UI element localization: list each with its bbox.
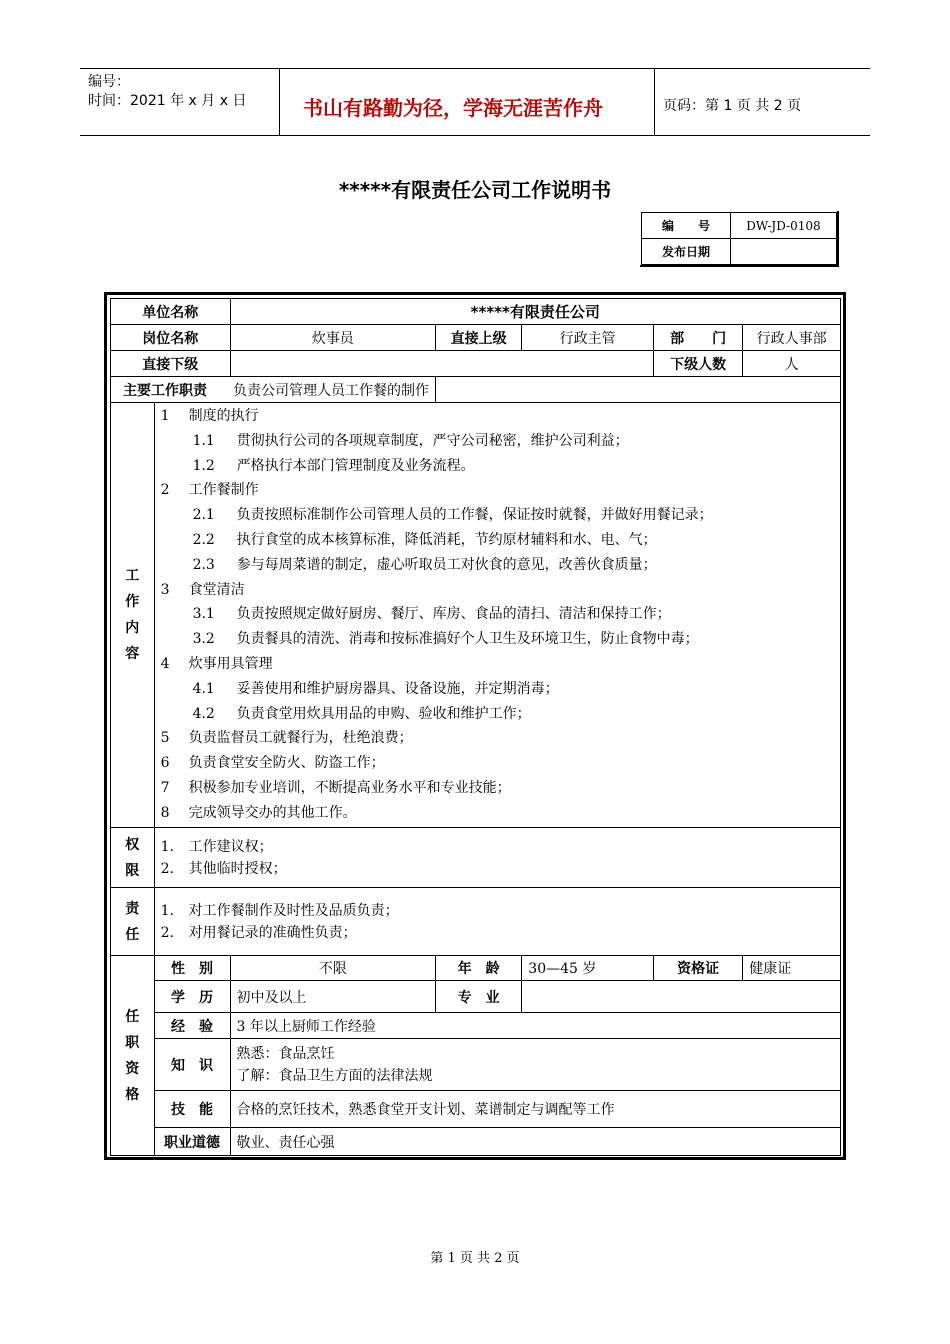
content-line-text: 执行食堂的成本核算标准，降低消耗，节约原材辅料和水、电、气； <box>236 531 657 548</box>
content-line-text: 完成领导交办的其他工作。 <box>188 804 357 821</box>
authority-block <box>154 828 840 888</box>
unit-label: 单位名称 <box>111 299 231 325</box>
content-line-text: 工作餐制作 <box>188 482 259 499</box>
unit-value: *****有限责任公司 <box>230 299 840 325</box>
dept-value: 行政人事部 <box>743 325 841 351</box>
dept-label: 部 门 <box>653 325 742 351</box>
content-line <box>161 578 834 603</box>
know-line-1: 熟悉：食品烹饪 <box>236 1045 335 1062</box>
content-line <box>161 652 834 677</box>
ethics-label: 职业道德 <box>154 1128 230 1156</box>
responsibility-line <box>161 900 834 922</box>
content-line-number: 4.1 <box>192 680 215 697</box>
content-line <box>161 751 834 776</box>
sub-count-value: 人 <box>743 351 841 377</box>
page-footer: 第 1 页 共 2 页 <box>430 1251 520 1266</box>
position-value: 炊事员 <box>230 325 435 351</box>
document-title: *****有限责任公司工作说明书 <box>338 178 612 202</box>
header-page-label: 页码：第 1 页 共 2 页 <box>663 98 802 114</box>
content-line-text: 积极参加专业培训，不断提高业务水平和专业技能； <box>188 779 511 796</box>
major-label: 专 业 <box>436 981 522 1013</box>
duty-value: 负责公司管理人员工作餐的制作 <box>233 382 429 399</box>
content-line-number: 8 <box>160 804 170 821</box>
content-line-number: 3.2 <box>192 631 215 648</box>
meta-table <box>641 212 837 265</box>
meta-code-label: 编 号 <box>642 213 731 239</box>
content-line-number: 4.2 <box>192 705 215 722</box>
position-label: 岗位名称 <box>111 325 231 351</box>
content-line <box>161 677 834 702</box>
authority-line <box>161 858 834 880</box>
content-line-number: 1.1 <box>192 432 215 449</box>
duty-label-text: 主要工作职责 <box>123 382 207 399</box>
qualification-label: 任 职 资 格 <box>111 956 155 1156</box>
skill-label: 技 能 <box>154 1091 230 1128</box>
content-line-text: 制度的执行 <box>188 408 259 424</box>
content-line-number: 6 <box>160 755 170 772</box>
responsibility-line-text: 对工作餐制作及时性及品质负责； <box>188 902 399 919</box>
content-line-text: 负责按照标准制作公司管理人员的工作餐，保证按时就餐，并做好用餐记录； <box>236 507 713 524</box>
know-label: 知 识 <box>154 1039 230 1091</box>
content-line-number: 4 <box>160 655 170 672</box>
duty-spacer <box>436 377 841 403</box>
header-divider-right <box>654 68 655 135</box>
meta-code-value: DW-JD-0108 <box>731 213 837 239</box>
content-line <box>161 528 834 553</box>
authority-line <box>161 836 834 858</box>
job-description-table <box>110 298 841 1156</box>
header-divider-left <box>279 68 280 135</box>
authority-line-number: 1. <box>160 838 174 855</box>
authority-line-text: 其他临时授权； <box>188 860 287 877</box>
content-line-text: 严格执行本部门管理制度及业务流程。 <box>236 457 475 474</box>
content-line-number: 1.2 <box>192 457 215 474</box>
meta-date-label: 发布日期 <box>642 239 731 265</box>
exp-label: 经 验 <box>154 1013 230 1039</box>
cert-label: 资格证 <box>653 956 742 981</box>
content-line-number: 2.1 <box>192 507 215 524</box>
content-line <box>161 627 834 652</box>
subordinate-label: 直接下级 <box>111 351 231 377</box>
content-line <box>161 503 834 528</box>
responsibility-label: 责 任 <box>111 888 155 956</box>
content-line <box>161 553 834 578</box>
authority-label: 权 限 <box>111 828 155 888</box>
duty-label <box>111 377 436 403</box>
content-line <box>161 404 834 429</box>
sub-count-label: 下级人数 <box>653 351 742 377</box>
content-line-text: 负责食堂安全防火、防盗工作； <box>188 755 385 772</box>
know-block <box>230 1039 840 1091</box>
content-line-number: 1 <box>160 408 170 424</box>
edu-value: 初中及以上 <box>230 981 435 1013</box>
meta-date-value <box>731 239 837 265</box>
content-line <box>161 702 834 727</box>
content-line <box>161 801 834 826</box>
content-line-number: 2.3 <box>192 556 215 573</box>
content-line <box>161 478 834 503</box>
content-block <box>154 403 840 828</box>
content-line-number: 2.2 <box>192 531 215 548</box>
content-line-text: 妥善使用和维护厨房器具、设备设施，并定期消毒； <box>236 680 559 697</box>
header-top-rule <box>80 68 870 69</box>
superior-value: 行政主管 <box>522 325 654 351</box>
content-line-text: 参与每周菜谱的制定，虚心听取员工对伙食的意见，改善伙食质量； <box>236 556 657 573</box>
gender-label: 性 别 <box>154 956 230 981</box>
header-motto: 书山有路勤为径，学海无涯苦作舟 <box>303 96 603 120</box>
content-line <box>161 726 834 751</box>
header-bottom-rule <box>80 135 870 136</box>
gender-value: 不限 <box>230 956 435 981</box>
know-line-2: 了解：食品卫生方面的法律法规 <box>236 1067 433 1084</box>
major-value <box>522 981 841 1013</box>
age-value: 30—45 岁 <box>522 956 654 981</box>
content-line <box>161 602 834 627</box>
content-lines <box>161 404 834 826</box>
content-line <box>161 454 834 479</box>
content-line-number: 7 <box>160 779 170 796</box>
exp-value: 3 年以上厨师工作经验 <box>230 1013 840 1039</box>
responsibility-lines <box>161 900 834 944</box>
content-line-number: 5 <box>160 730 170 747</box>
authority-lines <box>161 836 834 880</box>
content-line-number: 3 <box>160 581 170 598</box>
content-line-text: 炊事用具管理 <box>188 655 273 672</box>
responsibility-line-number: 1. <box>160 902 174 919</box>
cert-value: 健康证 <box>743 956 841 981</box>
ethics-value: 敬业、责任心强 <box>230 1128 840 1156</box>
header-number-label: 编号： <box>88 74 130 90</box>
content-line <box>161 776 834 801</box>
content-line-text: 食堂清洁 <box>188 581 245 598</box>
age-label: 年 龄 <box>436 956 522 981</box>
edu-label: 学 历 <box>154 981 230 1013</box>
responsibility-block <box>154 888 840 956</box>
subordinate-value <box>230 351 653 377</box>
responsibility-line-text: 对用餐记录的准确性负责； <box>188 924 357 941</box>
content-line-text: 负责按照规定做好厨房、餐厅、库房、食品的清扫、清洁和保持工作； <box>236 606 671 623</box>
header-time-label: 时间：2021 年 x 月 x 日 <box>88 93 247 109</box>
content-line-number: 3.1 <box>192 606 215 623</box>
responsibility-line <box>161 922 834 944</box>
content-line-text: 负责食堂用炊具用品的申购、验收和维护工作； <box>236 705 531 722</box>
content-line-number: 2 <box>160 482 170 499</box>
skill-value: 合格的烹饪技术，熟悉食堂开支计划、菜谱制定与调配等工作 <box>230 1091 840 1128</box>
authority-line-number: 2. <box>160 860 174 877</box>
superior-label: 直接上级 <box>436 325 522 351</box>
content-label: 工 作 内 容 <box>111 403 155 828</box>
authority-line-text: 工作建议权； <box>188 838 273 855</box>
content-line-text: 贯彻执行公司的各项规章制度，严守公司秘密，维护公司利益； <box>236 432 629 449</box>
content-line-text: 负责餐具的清洗、消毒和按标准搞好个人卫生及环境卫生，防止食物中毒； <box>236 631 699 648</box>
content-line-text: 负责监督员工就餐行为，杜绝浪费； <box>188 730 413 747</box>
responsibility-line-number: 2. <box>160 924 174 941</box>
content-line <box>161 429 834 454</box>
